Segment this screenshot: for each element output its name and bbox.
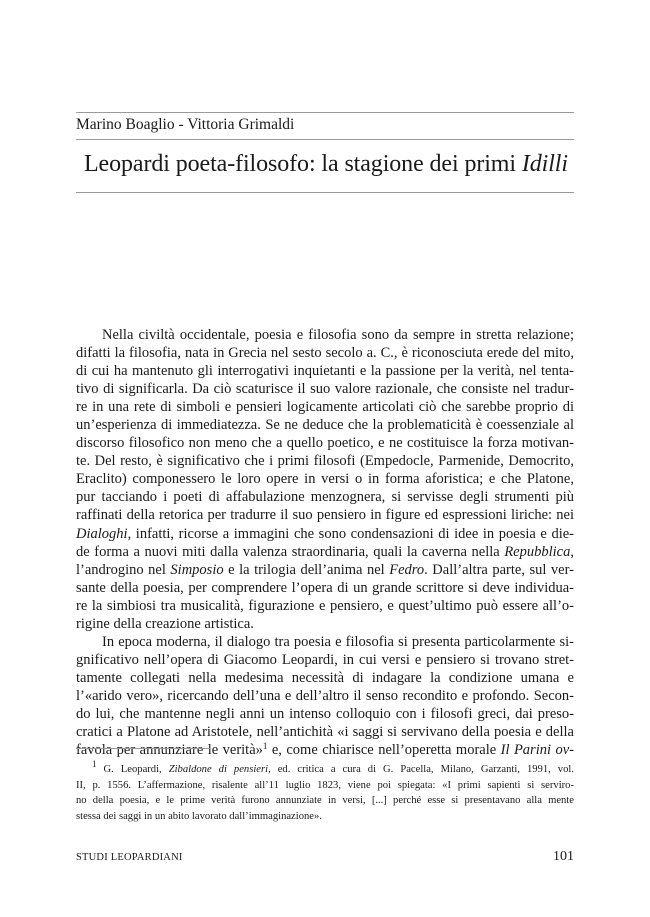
italic-repubblica: Repubblica [504, 543, 571, 560]
italic-dialoghi: Dialoghi [76, 525, 128, 542]
body-text: de forma a nuovi miti dalla valenza straordinaria, quali la caverna nella [76, 543, 505, 560]
body-text: . Dall’altra parte, sul ver- [424, 561, 574, 578]
body-text: , [570, 543, 574, 560]
italic-il-parini: Il Parini ov- [500, 742, 574, 759]
article-title [84, 148, 568, 180]
journal-name: STUDI LEOPARDIANI [76, 852, 183, 863]
header-middle-rule [76, 139, 574, 140]
body-line: gnificativo nell’opera di Giacomo Leopardi, in cui versi e pensiero si trovano stret- [76, 651, 574, 668]
body-line [76, 543, 574, 561]
body-line: cratici a Platone ad Aristotele, nell’antichità «i saggi si servivano della poesia e della [76, 724, 574, 741]
footnote-line: no della poesia, e le prime verità furono annunziate in versi, [...] perché esse si presentavano alla mente [76, 795, 574, 807]
header-bottom-rule [76, 192, 574, 193]
header-top-rule [76, 112, 574, 113]
footnote-text: G. Leopardi, [96, 764, 169, 775]
body-line [76, 561, 574, 579]
body-line: tamente collegati nella medesima necessità di indagare la condizione umana e [76, 669, 574, 686]
footnote-reference[interactable]: 1 [262, 741, 268, 752]
title-text: Leopardi poeta-filosofo: la stagione dei primi [84, 151, 522, 177]
footnote-line [76, 759, 574, 778]
page-number: 101 [553, 849, 574, 864]
body-text: e, come chiarisce nell’operetta morale [267, 742, 501, 759]
body-text: favola per annunziare le verità» [76, 742, 263, 759]
body-line: tivo di significarla. Da ciò scaturisce il suo valore razionale, che consiste nel tradur- [76, 381, 574, 398]
body-line: sante della poesia, per comprendere l’opera di un grande scrittore si deve individua- [76, 579, 574, 596]
body-line: Eraclito) componessero le loro opere in versi o in forma aforistica; e che Platone, [76, 471, 574, 488]
body-line: re in una rete di simboli e pensieri logicamente articolati ciò che sarebbe proprio di [76, 399, 574, 416]
footnote [76, 759, 574, 824]
body-line: di cui ha mantenuto gli interrogativi inquietanti e la passione per la verità, nel tenta- [76, 363, 574, 380]
title-italic: Idilli [521, 151, 568, 177]
body-line [76, 741, 574, 759]
footnote-line: stessa dei saggi in un abito lavorato dall’immaginazione». [76, 810, 322, 822]
footnote-text: , ed. critica a cura di G. Pacella, Milano, Garzanti, 1991, vol. [268, 764, 574, 775]
body-line: l’«arido vero», ricercando dell’una e dell’altro il senso recondito e profondo. Secon- [76, 687, 574, 704]
body-line: do lui, che mantenne negli anni un intenso colloquio con i filosofi greci, dai preso- [76, 705, 574, 722]
article-body [76, 326, 574, 759]
body-line: rigine della creazione artistica. [76, 615, 254, 632]
body-line: discorso filosofico non meno che a quello poetico, e ne costituisce la forza motivan- [76, 435, 574, 452]
body-line: difatti la filosofia, nata in Grecia nel sesto secolo a. C., è riconosciuta erede del mito, [76, 345, 574, 362]
body-text: l’androgino nel [76, 561, 171, 578]
body-line: un’esperienza di immediatezza. Se ne deduce che la problematicità è coessenziale al [76, 417, 574, 434]
body-line: raffinati della retorica per tradurre il suo pensiero in figure ed espressioni liriche: nei [76, 507, 574, 524]
body-line: te. Del resto, è significativo che i primi filosofi (Empedocle, Parmenide, Democrito, [76, 453, 574, 470]
footnote-marker: 1 [92, 759, 97, 769]
footnote-separator [76, 748, 210, 749]
body-line: In epoca moderna, il dialogo tra poesia e filosofia si presenta particolarmente si- [102, 633, 574, 650]
paragraph-1 [76, 326, 574, 633]
body-line [76, 525, 574, 543]
italic-zibaldone: Zibaldone di pensieri [168, 764, 269, 775]
italic-simposio: Simposio [170, 561, 224, 578]
body-line: Nella civiltà occidentale, poesia e filosofia sono da sempre in stretta relazione; [102, 327, 574, 343]
body-line: re la simbiosi tra musicalità, figurazione e pensiero, e quest’ultimo può essere all’o- [76, 597, 574, 614]
body-text: , infatti, ricorse a immagini che sono condensazioni di idee in poesia e die- [127, 525, 574, 542]
body-text: e la trilogia dell’anima nel [223, 561, 390, 578]
article-authors: Marino Boaglio - Vittoria Grimaldi [76, 116, 295, 133]
body-line: pur tacciando i poeti di affabulazione menzognera, si servisse degli strumenti più [76, 489, 574, 506]
footnote-line: II, p. 1556. L’affermazione, risalente all’11 luglio 1823, viene poi spiegata: «I primi sapienti si serviro- [76, 779, 574, 791]
paragraph-2 [76, 633, 574, 759]
italic-fedro: Fedro [389, 561, 425, 578]
